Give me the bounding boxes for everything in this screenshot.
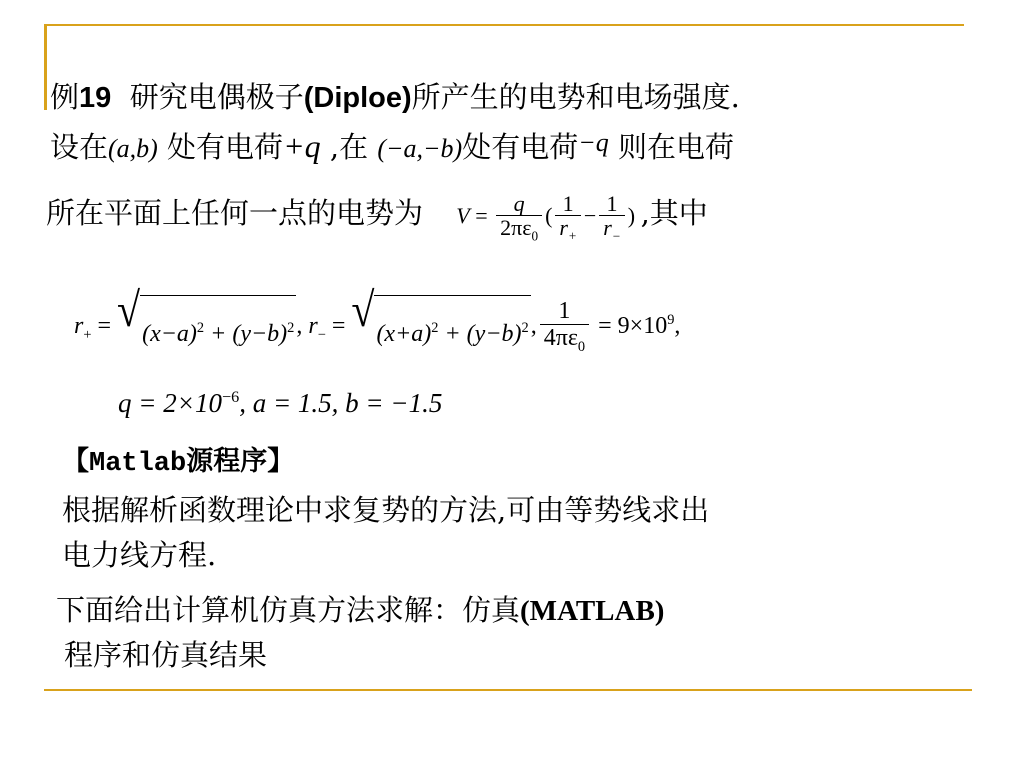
potential-formula: [456, 190, 640, 244]
top-rule: [44, 24, 964, 26]
text-then-at: 则在电荷: [608, 130, 734, 164]
rplus-term1: (x−a): [142, 320, 197, 347]
q-exponent: −6: [221, 388, 240, 406]
k-denominator: 4πε: [543, 325, 578, 352]
where-text: ,其中: [640, 196, 708, 230]
minus-q: −q: [578, 128, 609, 157]
plus-q: +q: [283, 128, 321, 164]
close-paren: ): [627, 203, 636, 228]
rplus-term2: + (y−b): [204, 320, 288, 347]
one-numerator-2: 1: [606, 190, 618, 216]
rplus-exp1: 2: [196, 319, 205, 336]
equals-sign: =: [475, 203, 488, 228]
frac-denominator-sub: 0: [531, 228, 539, 244]
comma-2: ,: [530, 313, 537, 339]
equals-2: =: [325, 313, 352, 339]
sqrt-rminus: √ $(x+a)^2 + (y-b)^2$: [351, 291, 530, 364]
paragraph-2-text: 下面给出计算机仿真方法求解：仿真: [56, 593, 521, 627]
diploe-term: (Diploe): [303, 82, 412, 114]
fraction-q-over-2pieps: [496, 192, 542, 244]
example-number: 19: [79, 82, 112, 114]
rplus-exp2: 2: [287, 319, 295, 336]
title-rest: 所产生的电势和电场强度.: [411, 80, 740, 114]
matlab-source-heading: 【Matlab源程序】: [62, 449, 295, 479]
r-minus-sub: −: [611, 228, 621, 244]
topic-text: 研究电偶极子: [129, 80, 304, 114]
sqrt-rplus: √ $(x-a)^2 + (y-b)^2$: [117, 291, 296, 364]
text-has-charge: 处有电荷: [157, 130, 284, 164]
fraction-1-over-rminus: [599, 192, 624, 244]
k-value: = 9×10: [592, 313, 668, 339]
rminus-label: r: [308, 313, 318, 339]
a-b-values: , a = 1.5, b = −1.5: [239, 388, 443, 418]
matlab-term: (MATLAB): [520, 595, 665, 627]
rminus-exp1: 2: [431, 319, 439, 336]
symbol-V: V: [456, 203, 470, 228]
one-numerator-1: 1: [562, 190, 574, 216]
parameter-values-line: [118, 380, 442, 420]
minus-sign: −: [583, 203, 597, 228]
comma-1: ,: [296, 313, 309, 339]
k-numerator: 1: [558, 298, 571, 325]
r-plus-sub: +: [567, 228, 577, 244]
left-rule: [44, 24, 47, 110]
r-plus: r: [559, 215, 568, 241]
q-value: q = 2×10: [118, 388, 222, 418]
fraction-1-over-4pieps: [540, 299, 589, 356]
equals-1: =: [91, 313, 118, 339]
comma-3: ,: [674, 313, 681, 339]
charge-setup-line: [50, 126, 734, 166]
paragraph-1-line-2: 电力线方程.: [62, 538, 217, 572]
example-label: 例: [50, 80, 80, 114]
k-exponent: 9: [667, 312, 675, 328]
frac-denominator: 2πε: [500, 215, 532, 241]
r-minus: r: [603, 215, 612, 241]
text-comma-at: ,在: [320, 130, 378, 164]
rminus-label-sub: −: [317, 326, 326, 343]
frac-numerator: q: [513, 190, 525, 216]
potential-text: 所在平面上任何一点的电势为: [46, 196, 424, 230]
paragraph-2-line-1: [56, 593, 664, 628]
point-negative: (−a,−b): [377, 134, 463, 163]
rminus-term2: + (y−b): [438, 320, 522, 347]
rminus-exp2: 2: [521, 319, 529, 336]
rminus-term1: (x+a): [376, 320, 432, 347]
paragraph-1-line-1: 根据解析函数理论中求复势的方法,可由等势线求出: [62, 493, 710, 527]
rplus-label-sub: +: [83, 326, 92, 343]
point-positive: (a,b): [108, 134, 158, 163]
rplus-label: r: [74, 313, 84, 339]
r-definitions-line: [74, 284, 681, 365]
text-set-at: 设在: [50, 130, 109, 164]
fraction-1-over-rplus: [555, 192, 580, 244]
problem-title-line: [50, 80, 740, 115]
k-denominator-sub: 0: [577, 339, 586, 356]
text-has-charge-2: 处有电荷: [462, 130, 579, 164]
paragraph-2-line-2: 程序和仿真结果: [64, 638, 268, 672]
bottom-rule: [44, 689, 972, 691]
potential-line: [46, 188, 708, 244]
open-paren: (: [545, 203, 553, 228]
